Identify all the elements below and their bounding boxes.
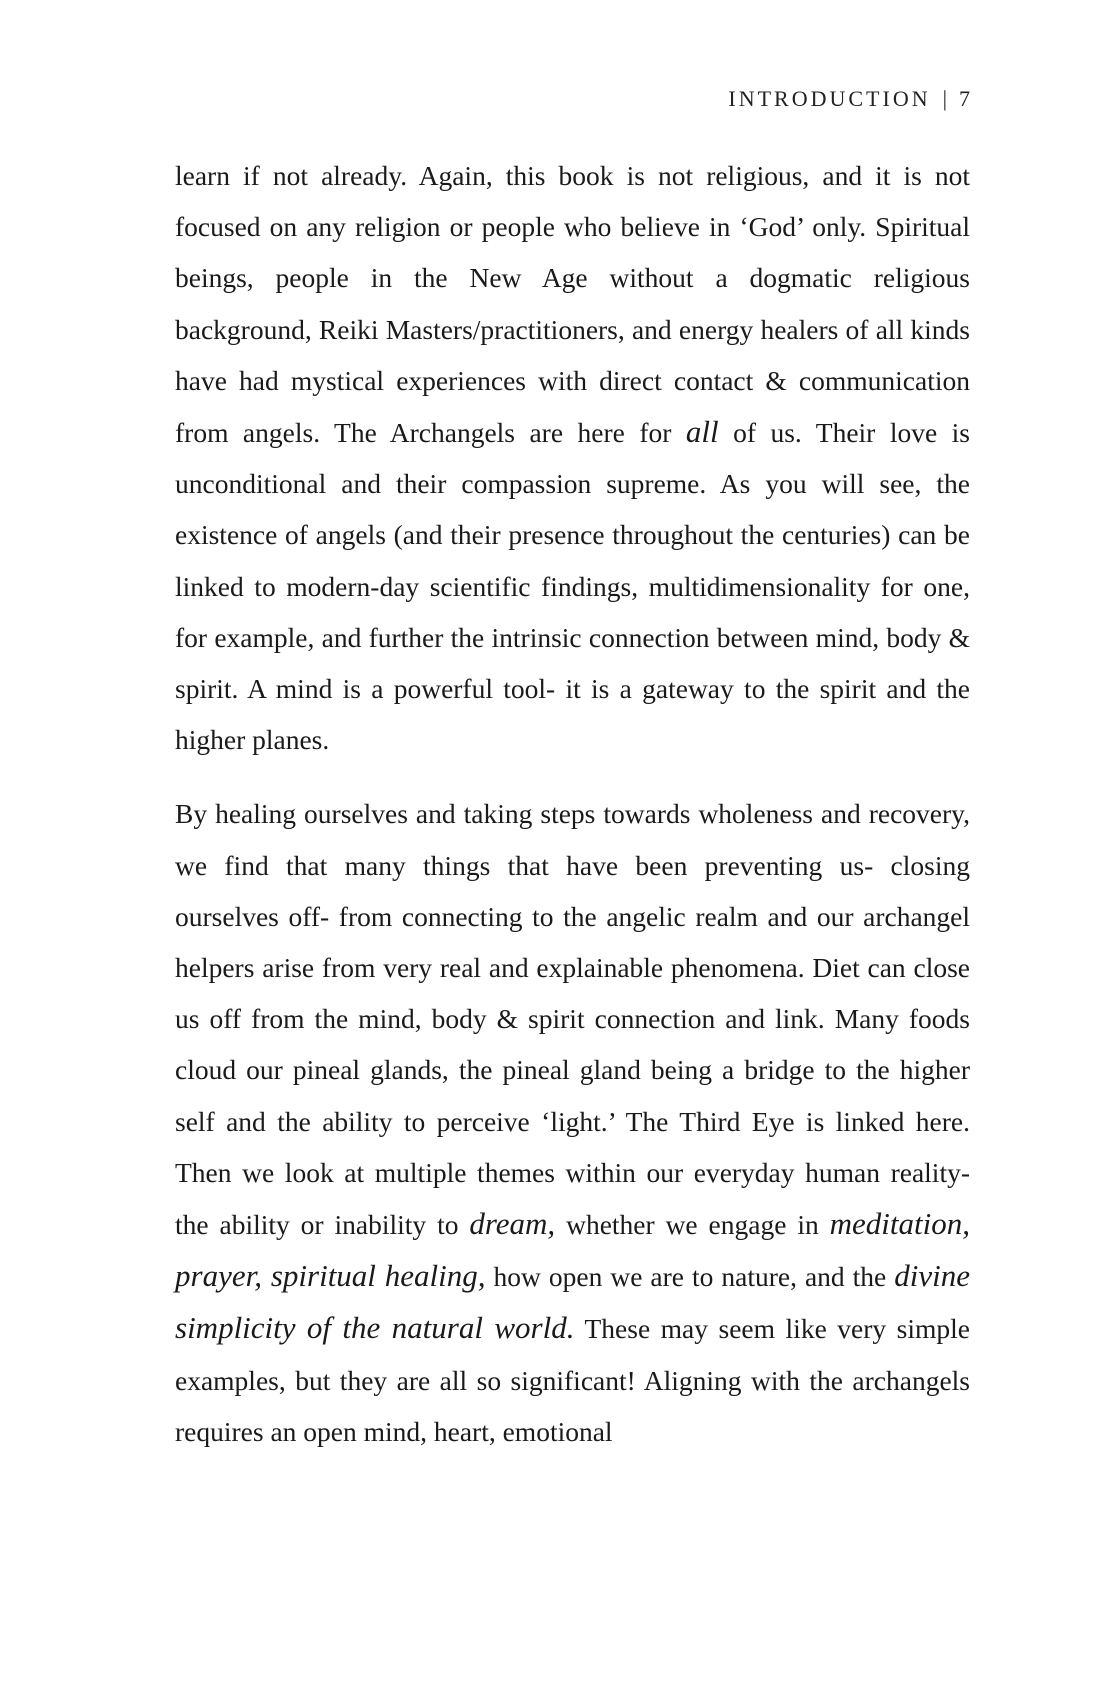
body-text xyxy=(175,150,970,1457)
paragraph xyxy=(175,150,970,765)
paragraph xyxy=(175,788,970,1457)
body-text-run: These may seem like very simple examples, but they are all so significant! Aligning with the archangels requires an open mind, heart, emotional xyxy=(175,1313,970,1447)
body-text-run: whether we engage in xyxy=(555,1209,830,1241)
emphasis-text: meditation, prayer, spiritual healing, xyxy=(175,1206,970,1294)
emphasis-text: all xyxy=(685,414,719,450)
body-text-run: how open we are to nature, and the xyxy=(485,1261,895,1293)
page-number: 7 xyxy=(959,86,970,111)
body-text-run: learn if not already. Again, this book is not religious, and it is not focused on any religion or people who believe in ‘God’ only. Spiritual beings, people in the New Age without a dogmatic religious background, Reiki Masters/practitioners, and energy healers of all kinds have had mystical experiences with direct contact & communication from angels. The Archangels are here for xyxy=(175,160,970,449)
header-separator: | xyxy=(942,86,947,111)
emphasis-text: divine simplicity of the natural world. xyxy=(175,1258,970,1346)
section-title: INTRODUCTION xyxy=(728,86,931,111)
emphasis-text: dream, xyxy=(469,1206,556,1242)
body-text-run: By healing ourselves and taking steps towards wholeness and recovery, we find that many things that have been preventing us- closing ourselves off- from connecting to the angelic realm and our archangel helpers arise from very real and explainable phenomena. Diet can close us off from the mind, body & spirit connection and link. Many foods cloud our pineal glands, the pineal gland being a bridge to the higher self and the ability to perceive ‘light.’ The Third Eye is linked here. Then we look at multiple themes within our everyday human reality- the ability or inability to xyxy=(175,798,970,1241)
running-header xyxy=(728,86,970,112)
body-text-run: of us. Their love is unconditional and their compassion supreme. As you will see, the existence of angels (and their presence throughout the centuries) can be linked to modern-day scientific findings, multidimensionality for one, for example, and further the intrinsic connection between mind, body & spirit. A mind is a powerful tool- it is a gateway to the spirit and the higher planes. xyxy=(175,417,970,756)
